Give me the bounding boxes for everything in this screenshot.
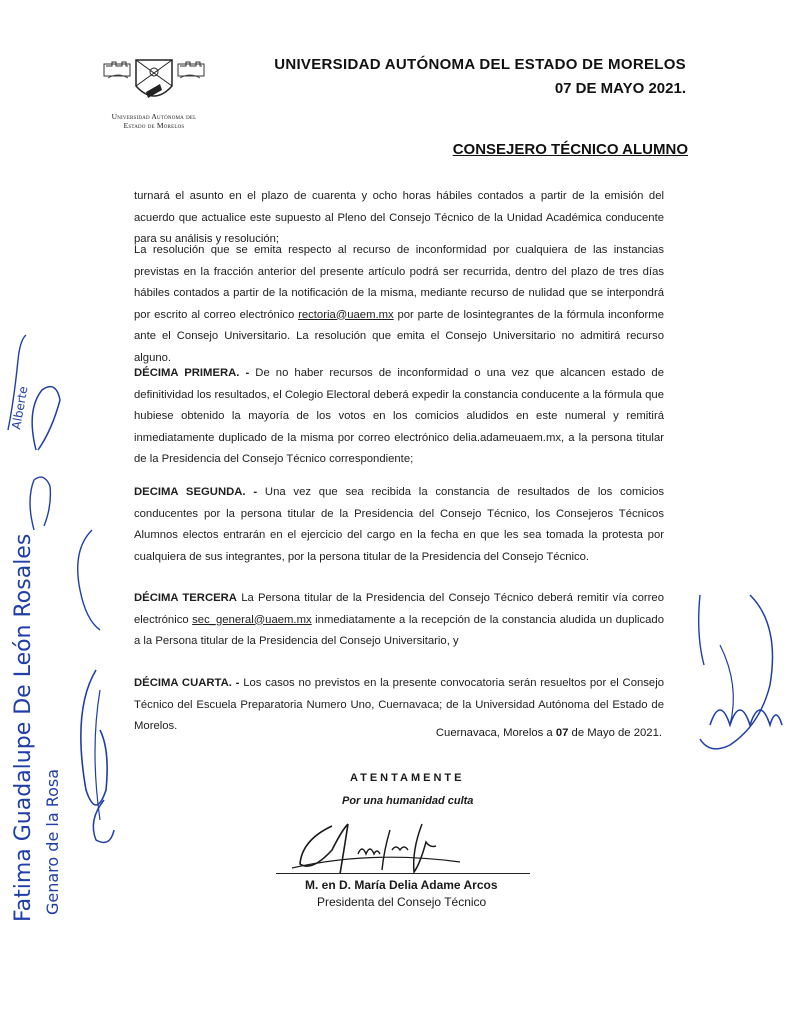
logo-caption-line-1: Universidad Autónoma del (111, 112, 197, 121)
document-date: 07 DE MAYO 2021. (554, 80, 686, 97)
paragraph-2-text-a: La resolución que se emita respecto al recurso de inconformidad por cualquiera de las instancias previstas en la fracción anterior del presente artículo podrá ser recurrida, dentro del plazo de tres días hábiles contados a partir de la notificación de la misma, mediante recurso de nulidad que se interpondrá por escrito al correo electrónico (134, 244, 664, 321)
sec-general-email-link[interactable]: sec_general@uaem.mx (192, 613, 312, 626)
university-logo (94, 56, 214, 130)
paragraph-decima-segunda (134, 482, 664, 568)
paragraph-2 (134, 240, 664, 369)
logo-caption-line-2: Estado de Morelos (123, 121, 185, 130)
atentamente: ATENTAMENTE (350, 772, 465, 784)
place-date-day: 07 (555, 727, 569, 739)
signer-name: M. en D. María Delia Adame Arcos (305, 878, 498, 892)
university-crest-icon (102, 56, 206, 110)
place-date-prefix: Cuernavaca, Morelos a (435, 727, 556, 739)
paragraph-decima-primera (134, 363, 664, 471)
decima-cuarta-text: Los casos no previstos en la presente convocatoria serán resueltos por el Consejo Técnico del Escuela Preparatoria Numero Uno, Cuernavaca; de la Universidad Autónoma del Estado de Morelos. (134, 677, 664, 732)
president-signature (292, 820, 462, 878)
decima-tercera-text-a: La Persona titular de la Presidencia del Consejo Técnico deberá remitir vía correo electrónico (134, 592, 664, 626)
university-title: UNIVERSIDAD AUTÓNOMA DEL ESTADO DE MORELOS (274, 56, 686, 73)
decima-segunda-heading: DECIMA SEGUNDA. - (134, 486, 258, 498)
margin-handwriting (0, 330, 130, 930)
margin-name-2: Genaro de la Rosa (43, 768, 62, 915)
right-margin-signature (690, 585, 790, 765)
paragraph-decima-tercera (134, 588, 664, 653)
paragraph-1-text: turnará el asunto en el plazo de cuarenta y ocho horas hábiles contados a partir de la emisión del acuerdo que actualice este supuesto al Pleno del Consejo Técnico de la Unidad Académica conducente para su análisis y resolución; (134, 190, 664, 245)
decima-tercera-heading: DÉCIMA TERCERA (134, 592, 237, 604)
margin-note: Alberte (9, 385, 31, 431)
paragraph-2-text-b: por parte de losintegrantes de la fórmula inconforme ante el Consejo Universitario. La resolución que emita el Consejo Universitario no admitirá recurso alguno. (134, 308, 664, 364)
motto: Por una humanidad culta (342, 795, 474, 807)
decima-primera-text: De no haber recursos de inconformidad o una vez que alcancen estado de definitividad los resultados, el Colegio Electoral deberá expedir la constancia conducente a la fórmula que hubiese obtenido la mayoría de los votos en los comicios aludidos en este numeral y remitirá inmediatamente duplicado de la misma por correo electrónico delia.adameuaem.mx, a la persona titular de la Presidencia del Consejo Técnico correspondiente; (134, 367, 664, 465)
signer-role: Presidenta del Consejo Técnico (317, 895, 487, 909)
council-title: CONSEJERO TÉCNICO ALUMNO (452, 141, 688, 158)
decima-tercera-text-b: inmediatamente a la recepción de la constancia aludida un duplicado a la Persona titular de la Presidencia del Consejo Universitario, y (134, 613, 664, 647)
decima-primera-heading: DÉCIMA PRIMERA. - (134, 367, 250, 379)
decima-segunda-text: Una vez que sea recibida la constancia de resultados de los comicios conducentes por la persona titular de la Presidencia del Consejo Técnico, los Consejeros Técnicos Alumnos electos entrarán en el ejercicio del cargo en la fecha en que les sea tomada la protesta por cualquiera de sus integrantes, por la persona titular de la Presidencia del Consejo Técnico. (134, 486, 664, 563)
margin-name-1: Fatima Guadalupe De León Rosales (11, 533, 36, 922)
signature-line (276, 873, 530, 874)
place-date-suffix: de Mayo de 2021. (568, 727, 662, 739)
rectoria-email-link[interactable]: rectoria@uaem.mx (298, 308, 394, 321)
place-date (436, 727, 662, 739)
decima-cuarta-heading: DÉCIMA CUARTA. - (134, 677, 240, 689)
